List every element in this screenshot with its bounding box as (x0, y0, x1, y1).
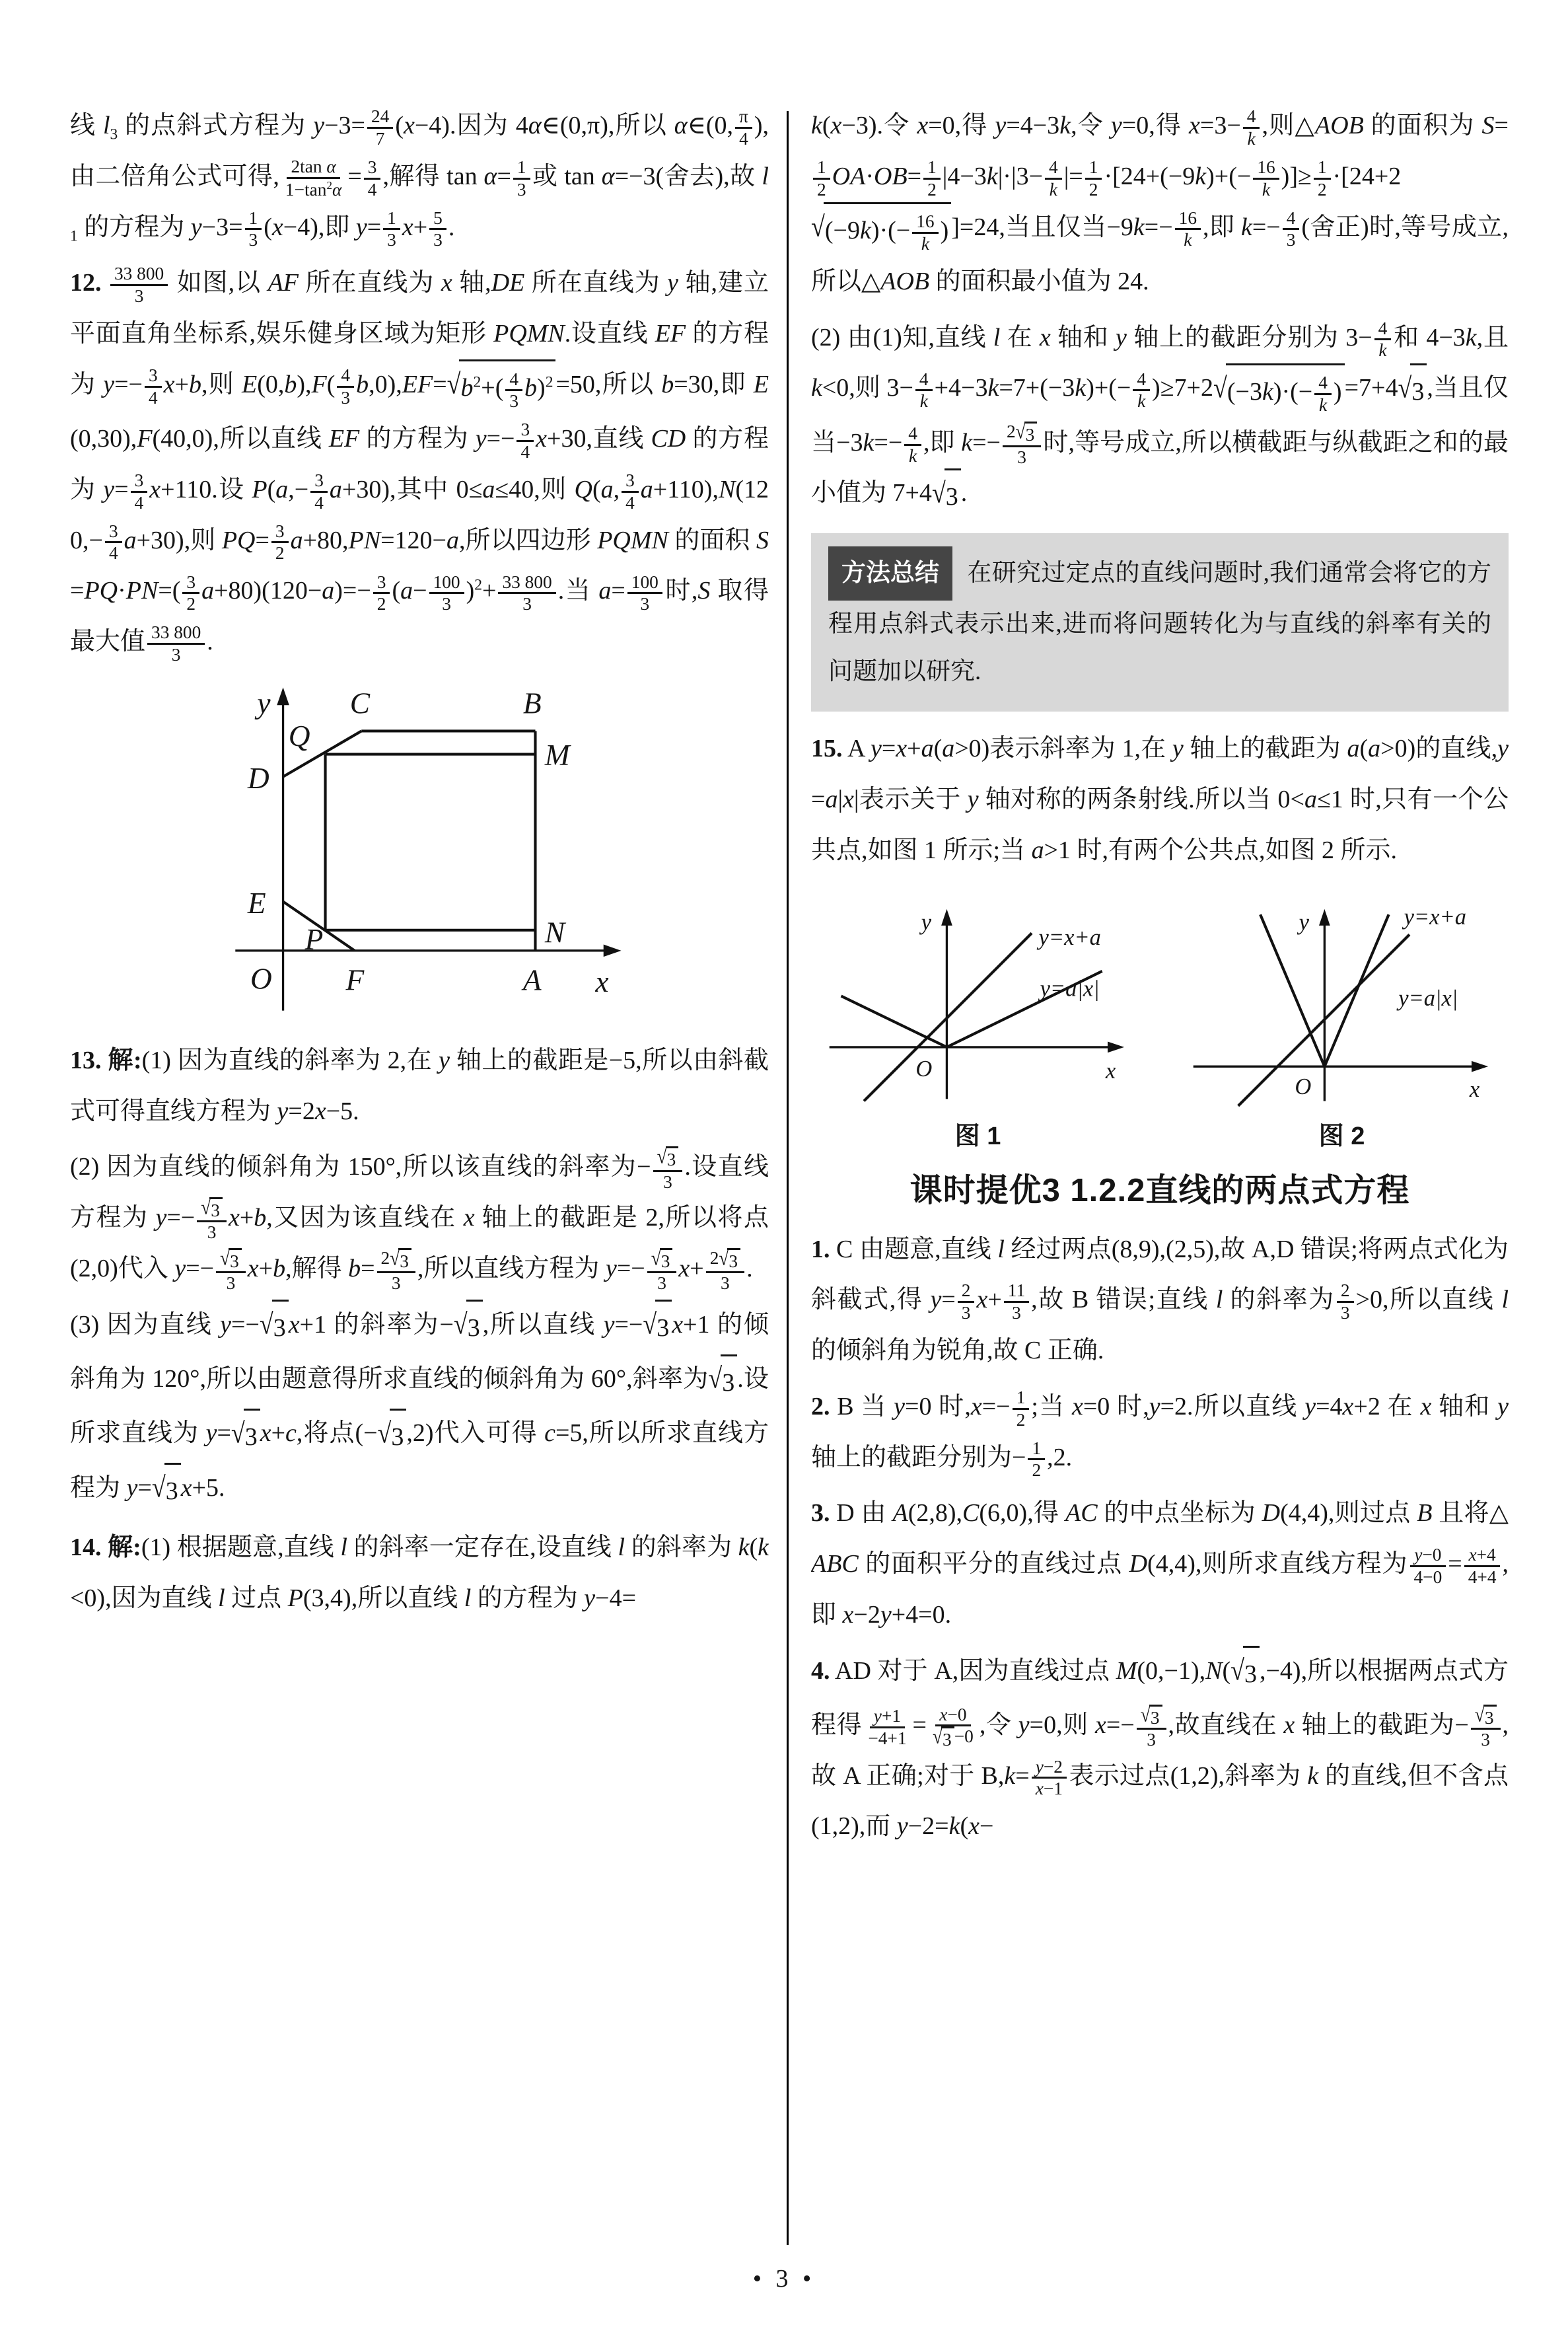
problem-4-solution-start: 4. AD 对于 A,因为直线过点 M(0,−1),N(√3 ,−4),所以根据两点式方程得 $\frac{y+1}{-4+1}$ = $\frac{x-0}{√3 -0}$ ,令 y=0,则 x=− $\frac{√3}{3}$ ,故直线在 x 轴上的截距为− $\frac{√3}{3}$ ,故 A 正确;对于 B,k= $\frac{y-2}{x-1}$ 表示过点(1,2),斜率为 k 的直线,但不含点(1,2),而 y−2=k(x− (811, 1646, 1509, 1853)
figure-2 (1175, 881, 1509, 1152)
problem-13-solution-part3: (3) 因为直线 y=−√3 x+1 的斜率为−√3 ,所以直线 y=−√3 x+1 的倾斜角为 120°,所以由题意得所求直线的倾斜角为 60°,斜率为√3 .设所求直线为 y=√3 x+c,将点(−√3 ,2)代入可得 c=5,所以所求直线方程为 y=√3 x+5. (70, 1300, 769, 1517)
graphs-row (811, 881, 1509, 1152)
page-number: • 3 • (752, 2265, 816, 2293)
fig2-x-label: x (1469, 1076, 1480, 1102)
fig1-y-label: y (921, 909, 932, 935)
method-summary-text: 在研究过定点的直线问题时,我们通常会将它的方程用点斜式表示出来,进而将问题转化为与直线的斜率有关的问题加以研究. (828, 559, 1491, 686)
fig1-x-label: x (1105, 1058, 1116, 1084)
problem-14-solution-continued: k(x−3).令 x=0,得 y=4−3k,令 y=0,得 x=3− $\frac{4}{k}$ ,则△AOB 的面积为 S= $\frac{1}{2}$ OA·OB= $\frac{1}{2}$ |4−3k|·|3− $\frac{4}{k}$ |= $\frac{1}{2}$ ·[24+(−9k)+(− $\frac{16}{k}$ )]≥ $\frac{1}{2}$ ·[24+2√(−9k)·(− $\frac{16}{k}$ ) ]=24,当且仅当−9k=− $\frac{16}{k}$ ,即 k=− $\frac{4}{3}$ (舍正)时,等号成立,所以△AOB 的面积最小值为 24. (811, 106, 1509, 295)
problem-14-solution-start: 14. 解:(1) 根据题意,直线 l 的斜率一定存在,设直线 l 的斜率为 k(k<0),因为直线 l 过点 P(3,4),所以直线 l 的方程为 y−4= (70, 1533, 769, 1612)
graph-one-common-point (811, 881, 1145, 1109)
problem-2-solution: 2. B 当 y=0 时,x=− $\frac{1}{2}$ ;当 x=0 时,y=2.所以直线 y=4x+2 在 x 轴和 y 轴上的截距分别为− $\frac{1}{2}$ ,2. (811, 1387, 1509, 1481)
fig1-origin-label: O (915, 1056, 933, 1082)
problem-13-solution-part2: (2) 因为直线的倾斜角为 150°,所以该直线的斜率为− $\frac{√3}{3}$ .设直线方程为 y=− $\frac{√3}{3}$ x+b,又因为该直线在 x 轴上的截距是 2,所以将点(2,0)代入 y=− $\frac{√3}{3}$ x+b,解得 b= $\frac{2√3}{3}$ ,所以直线方程为 y=− $\frac{√3}{3}$ x+ $\frac{2√3}{3}$ . (70, 1144, 769, 1294)
problem-13-solution-part1: 13. 解:(1) 因为直线的斜率为 2,在 y 轴上的截距是−5,所以由斜截式可得直线方程为 y=2x−5. (70, 1046, 769, 1125)
figure-1 (811, 881, 1145, 1152)
figure-2-caption: 图 2 (1318, 1122, 1365, 1150)
fig2-y-label: y (1299, 909, 1310, 935)
method-summary-box (811, 533, 1509, 712)
solution-continuation-paragraph: 线 $l_3$ 的点斜式方程为 y−3= $\frac{24}{7}$ (x−4).因为 4α∈(0,π),所以 α∈(0, $\frac{\pi}{4}$ ),由二倍角公式可得, $\frac{\text{2tan α}}{1-\tan^2\alpha}$ = $\frac{3}{4}$ ,解得 tan α= $\frac{1}{3}$ 或 tan α=−3(舍去),故 $l_1$ 的方程为 y−3= $\frac{1}{3}$ (x−4),即 y= $\frac{1}{3}$ x+ $\frac{5}{3}$ . (70, 106, 769, 250)
fig12-point-P: P (304, 922, 324, 956)
fig2-line-label: y=x+a (1404, 904, 1467, 930)
problem-15-solution: 15. A y=x+a(a>0)表示斜率为 1,在 y 轴上的截距为 a(a>0)的直线,y=a|x|表示关于 y 轴对称的两条射线.所以当 0<a≤1 时,只有一个公共点,如图 1 所示;当 a>1 时,有两个公共点,如图 2 所示. (811, 735, 1509, 864)
problem-12-solution: 12. $\frac{33 800}{3}$ 如图,以 AF 所在直线为 x 轴,DE 所在直线为 y 轴,建立平面直角坐标系,娱乐健身区域为矩形 PQMN.设直线 EF 的方程为 y=− $\frac{3}{4}$ x+b,则 E(0,b),F( $\frac{4}{3}$ $b,0),EF=√b^2+$( $\frac{4}{3}$ b)$^2$ =50,所以 b=30,即 E(0,30),F(40,0),所以直线 EF 的方程为 y=− $\frac{3}{4}$ x+30,直线 CD 的方程为 y= $\frac{3}{4}$ x+110.设 P(a,− $\frac{3}{4}$ a+30),其中 0≤a≤40,则 Q(a, $\frac{3}{4}$ a+110),N(120,− $\frac{3}{4}$ a+30),则 PQ= $\frac{3}{2}$ a+80,PN=120−a,所以四边形 PQMN 的面积 S=PQ·PN=( $\frac{3}{2}$ a+80)(120−a)=− $\frac{3}{2}$ (a− $\frac{100}{3}$ )$^2$+ $\frac{33 800}{3}$ .当 a= $\frac{100}{3}$ 时,S 取得最大值 $\frac{33 800}{3}$ . (70, 264, 769, 665)
fig12-point-Q: Q (288, 720, 310, 753)
fig12-x-axis-label: x (595, 965, 609, 998)
figure-problem-12 (70, 677, 769, 1023)
fig1-v-label: y=a|x| (1040, 976, 1100, 1002)
problem-14-solution-part2: (2) 由(1)知,直线 l 在 x 轴和 y 轴上的截距分别为 3− $\frac{4}{k}$ 和 4−3k,且 k<0,则 3− $\frac{4}{k}$ +4−3k=7+(−3k)+(− $\frac{4}{k}$ )≥7+2√(−3k)·(− $\frac{4}{k}$ ) =7+4√3 ,当且仅当−3k=− $\frac{4}{k}$ ,即 k=− $\frac{2√3}{3}$ 时,等号成立,所以横截距与纵截距之和的最小值为 7+4√3 . (811, 313, 1509, 523)
fig12-point-D: D (247, 762, 269, 795)
method-summary-label: 方法总结 (828, 546, 952, 601)
problem-3-solution: 3. D 由 A(2,8),C(6,0),得 AC 的中点坐标为 D(4,4),则过点 B 且将△ABC 的面积平分的直线过点 D(4,4),则所求直线方程为 $\frac{y-0}{4-0}$ = $\frac{x+4}{4+4}$ ,即 x−2y+4=0. (811, 1499, 1509, 1629)
column-divider (787, 111, 789, 2245)
fig12-point-N: N (544, 916, 565, 949)
fig1-line-label: y=x+a (1038, 924, 1101, 950)
fig12-point-M: M (544, 738, 570, 772)
fig12-point-F: F (345, 963, 365, 997)
section-header: 课时提优3 1.2.2直线的两点式方程 (909, 1172, 1410, 1208)
rectangle-pqmn-figure (208, 677, 631, 1020)
fig2-v-label: y=a|x| (1398, 985, 1458, 1011)
fig12-point-A: A (522, 963, 542, 997)
fig12-origin-label: O (250, 962, 272, 996)
fig12-point-E: E (247, 886, 266, 920)
figure-1-caption: 图 1 (954, 1122, 1001, 1150)
fig12-point-B: B (522, 686, 542, 720)
problem-1-solution: 1. C 由题意,直线 l 经过两点(8,9),(2,5),故 A,D 错误;将两点式化为斜截式,得 y= $\frac{2}{3}$ x+ $\frac{11}{3}$ ,故 B 错误;直线 l 的斜率为 $\frac{2}{3}$ >0,所以直线 l 的倾斜角为锐角,故 C 正确. (811, 1235, 1509, 1364)
left-column (70, 100, 769, 2274)
fig2-origin-label: O (1295, 1074, 1312, 1099)
graph-two-common-points (1175, 881, 1509, 1109)
fig12-point-C: C (349, 686, 371, 720)
fig12-y-axis-label: y (257, 686, 271, 720)
right-column (811, 100, 1509, 2274)
